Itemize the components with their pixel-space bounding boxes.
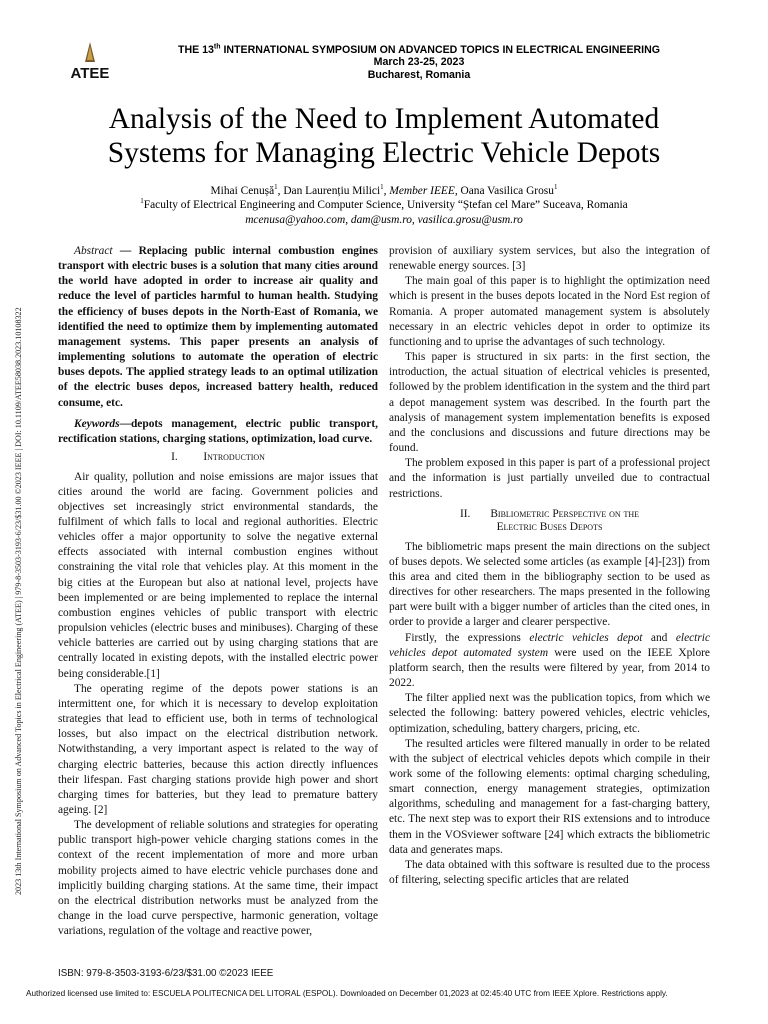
- intro-paragraph-4: The main goal of this paper is to highlight the optimization need which is present in the buses depots located in the Nord Est region of Romania. A proper automated management system is absolutely necessary in an electric vehicles depot in order to optimize its functioning and to uprise the advantages of such technology.: [389, 275, 710, 348]
- intro-paragraph-2: The operating regime of the depots power stations is an intermittent one, for which it is necessary to develop exploitation strategies that lead to efficient use, both in terms of technological losses, but also impact on the electrical distribution network. Notwithstanding, a very important aspect is related to the way of charging electric batteries, because this action directly influences their lifespan. Fast charging stations provide high power and short charging times for batteries, but they lead to premature battery ageing. [2]: [58, 682, 378, 816]
- paper-title: [40, 102, 728, 170]
- conference-title-post: INTERNATIONAL SYMPOSIUM ON ADVANCED TOPICS IN ELECTRICAL ENGINEERING: [220, 44, 660, 56]
- section-heading-introduction: [58, 451, 378, 465]
- biblio-p2-term-1: electric vehicles depot: [529, 631, 643, 644]
- intro-paragraph-6: The problem exposed in this paper is part of a professional project and the information is just partially unveiled due to contractual restrictions.: [389, 457, 710, 500]
- intro-paragraph-3-cont: provision of auxiliary system services, but also the integration of renewable energy sources. [3]: [389, 245, 710, 273]
- license-notice: Authorized licensed use limited to: ESCUELA POLITECNICA DEL LITORAL (ESPOL). Downloaded on December 01,2023 at 02:45:40 UTC from IEEE Xplore. Restrictions apply.: [26, 989, 668, 998]
- side-doi-stamp: [14, 155, 28, 895]
- left-column: [58, 244, 378, 939]
- intro-paragraph-3: The development of reliable solutions and strategies for operating public transport high-power vehicle charging stations comes in the context of the recent implementation of more and more urban mobility projects aimed to have electric vehicle purchases done and implicitly building charging stations. At the same time, their impact on the electrical distribution networks must be analyzed from the change in the load curve perspective, harmonic generation, voltage variations, regulation of the voltage and reactive power,: [58, 819, 378, 938]
- abstract-label: Abstract: [74, 245, 113, 257]
- title-line-1: Analysis of the Need to Implement Automated: [108, 103, 660, 135]
- affiliation: [40, 198, 728, 212]
- right-column: [389, 244, 710, 888]
- author-3: , Oana Vasilica Grosu: [454, 185, 554, 197]
- section-2-number: II.: [459, 507, 471, 520]
- author-2-role: Member IEEE: [389, 185, 455, 197]
- author-1-sup: 1: [274, 183, 278, 192]
- biblio-paragraph-5: The data obtained with this software is resulted due to the process of filtering, selecting specific articles that are related: [389, 858, 710, 887]
- section-heading-bibliometric: [389, 508, 710, 535]
- abstract-text: — Replacing public internal combustion engines transport with electric buses is a solution that many cities around the world have adopted in order to increase air quality and reduce the level of particles harmful to human health. Studying the efficiency of buses depots in the North-East of Romania, we identified the need to optimize them by implementing automated management systems. This paper presents an analysis of implementing solutions to automate the operation of electric buses depots. The applied strategy leads to an optimal utilization of the electric buses depos, increased battery health, reduced consume, etc.: [58, 245, 378, 409]
- biblio-p2-a: Firstly, the expressions: [405, 631, 530, 644]
- logo-text: ATEE: [70, 65, 110, 82]
- author-emails: [40, 213, 728, 227]
- keywords: [58, 417, 378, 447]
- affiliation-text: Faculty of Electrical Engineering and Computer Science, University “Ștefan cel Mare” Suceava, Romania: [143, 199, 628, 212]
- biblio-paragraph-1: The bibliometric maps present the main directions on the subject of buses depots. We selected some articles (as example [4]-[23]) from this area and cited them in the bibliography section to be used as directives for other researchers. The maps presented in the following part were built with a bigger number of articles than the cited ones, in order to provide a larger and clearer perspective.: [389, 540, 710, 629]
- biblio-paragraph-4: The resulted articles were filtered manually in order to be related with the subject of electrical vehicles depots which compile in their work some of the following elements: optimal charging scheduling, smart connection, energy management strategies, optimization algorithms, scheduling and management for a fast-charging battery, etc. The next step was to export their RIS extensions and to introduce them in the VOSviewer software [24] which extracts the bibliometric data and generates maps.: [389, 737, 710, 856]
- keywords-text: —depots management, electric public transport, rectification stations, charging stations, optimization, load curve.: [58, 417, 378, 445]
- section-2-title-line-1: Bibliometric Perspective on the: [490, 507, 640, 520]
- biblio-p2-b: and: [642, 631, 676, 644]
- author-2: , Dan Laurențiu Milici: [277, 185, 381, 197]
- intro-paragraph-5: This paper is structured in six parts: in the first section, the introduction, the actual situation of electrical vehicles is presented, followed by the problem identification in the system and the third part a depot management system was described. In the fourth part the analysis of management system implementation benefits is exposed and the conclusions and discussions and future directions may be found.: [389, 351, 710, 455]
- side-stamp-text: 2023 13th International Symposium on Advanced Topics in Electrical Engineering (ATEE) | 979-8-3503-3193-6/23/$31.00 ©2023 IEEE | DOI: 10.1109/ATEE58038.2023.10108322: [14, 307, 23, 895]
- author-names: Mihai Cenușă$^1$, Dan Laurențiu Milici$^1$, Member IEEE, Oana Vasilica Grosu$^1$: [210, 183, 558, 197]
- author-1: Mihai Cenușă: [210, 185, 275, 197]
- affiliation-sup: 1: [140, 197, 144, 206]
- title-line-2: Systems for Managing Electric Vehicle Depots: [107, 137, 661, 169]
- author-block: [40, 184, 728, 227]
- biblio-paragraph-2: [389, 631, 710, 692]
- conference-title-sup: th: [213, 43, 221, 51]
- conference-location: Bucharest, Romania: [367, 68, 471, 81]
- atee-logo-mark: [64, 40, 116, 84]
- keywords-label: Keywords: [74, 417, 120, 430]
- biblio-p2-term-2: electric vehicles depot automated system: [389, 631, 710, 659]
- conference-title-pre: THE 13: [177, 44, 214, 56]
- section-1-number: I.: [171, 451, 178, 464]
- emails-text: mcenusa@yahoo.com, dam@usm.ro, vasilica.grosu@usm.ro: [245, 213, 523, 226]
- isbn-footer: ISBN: 979-8-3503-3193-6/23/$31.00 ©2023 IEEE: [58, 968, 274, 979]
- author-3-sup: 1: [553, 183, 558, 192]
- intro-paragraph-1: Air quality, pollution and noise emissions are major issues that cities around the world are facing. Government policies and objectives set increasingly strict environmental standards, the fulfilment of which falls to local and regional authorities. Electric vehicles offer a major opportunity to solve the negative external effects associated with internal combustion engines without constraining the vital role that vehicles play. At this moment in the big cities at the European but also at national level, projects have been implemented or are being implemented to replace the internal combustion engines vehicles of public transport with electric propulsion vehicles (electric buses and minibuses). Charging of these vehicle batteries are carried out by using charging stations that are centrally located in existing depots, with the installed electric power being considerable.[1]: [58, 470, 378, 680]
- conference-title: [130, 44, 708, 56]
- biblio-paragraph-3: The filter applied next was the publication topics, from which we selected the following: battery powered vehicles, electric vehicles, optimization, scheduling, battery chargers, pricing, etc.: [389, 692, 710, 735]
- conference-header: [130, 44, 708, 81]
- section-2-title-line-2: Electric Buses Depots: [496, 521, 603, 534]
- biblio-p2-c: were used on the IEEE Xplore platform search, then the results were filtered by year, from 2014 to 2022.: [389, 646, 710, 690]
- conference-dates: March 23-25, 2023: [373, 56, 465, 69]
- author-2-sup: 1: [380, 183, 384, 192]
- atee-logo: [64, 40, 116, 84]
- section-1-title: Introduction: [203, 451, 265, 464]
- abstract: [58, 244, 378, 411]
